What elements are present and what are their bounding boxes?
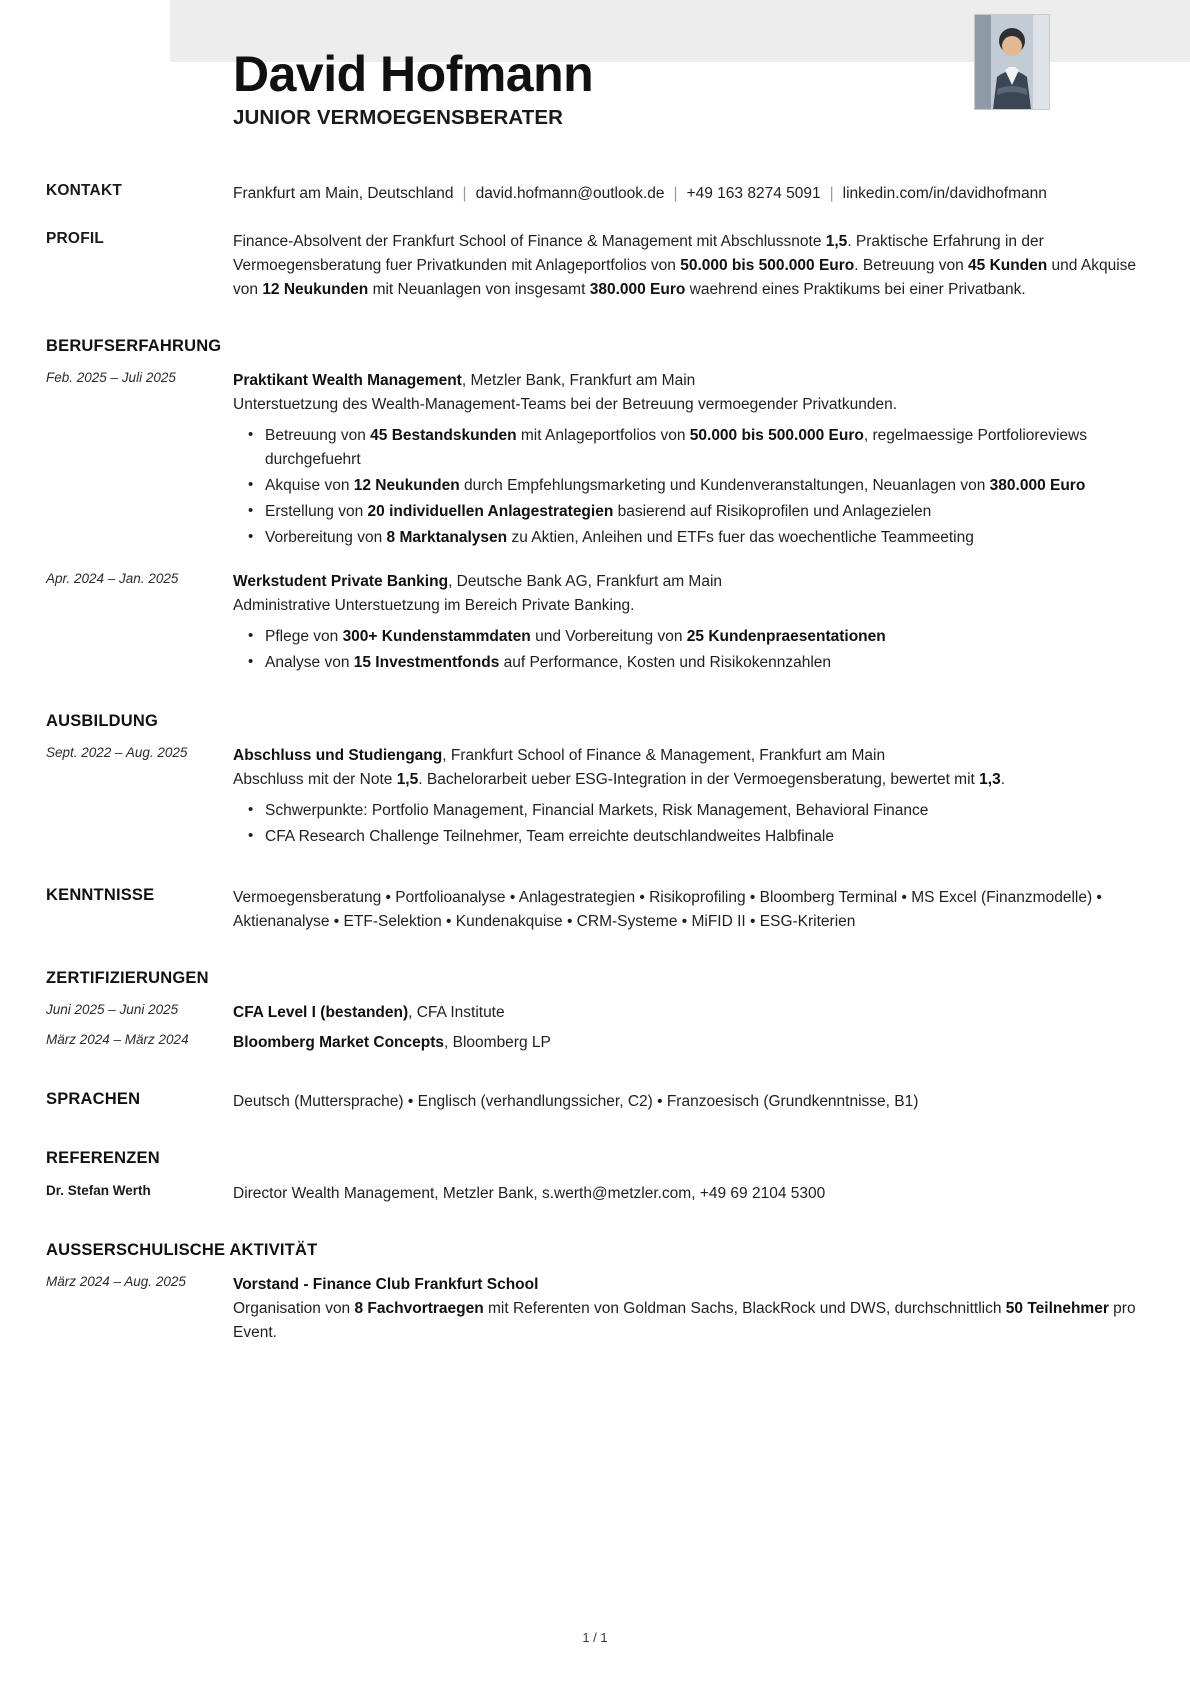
bullet-highlight: 25 Kundenpraesentationen [686, 628, 886, 646]
experience-company: , Metzler Bank, Frankfurt am Main [461, 372, 696, 390]
profil-text-part: und Akquise von [233, 257, 1137, 299]
berufserfahrung-head-row [46, 337, 1144, 356]
ausbildung-head-row [46, 712, 1144, 731]
referenzen-head-row [46, 1149, 1144, 1168]
experience-entry [46, 570, 1144, 677]
bullet-text-part: Analyse von [265, 654, 354, 672]
profil-clients: 45 Kunden [968, 257, 1048, 275]
activity-text-part: Organisation von [233, 1300, 355, 1318]
certification-entry [46, 1031, 1144, 1055]
experience-bullet-list [233, 625, 1144, 675]
education-body [233, 744, 1144, 851]
profil-text-part: mit Neuanlagen von insgesamt [368, 281, 590, 299]
certification-date: Juni 2025 – Juni 2025 [46, 1002, 179, 1018]
experience-summary: Administrative Unterstuetzung im Bereich Private Banking. [233, 597, 635, 615]
bullet-text-part: Vorbereitung von [265, 529, 387, 547]
contact-email[interactable]: david.hofmann@outlook.de [475, 185, 665, 202]
contact-separator-2: | [673, 185, 678, 202]
bullet-text-part: Pflege von [265, 628, 343, 646]
experience-date-col [46, 369, 233, 387]
sprachen-heading: SPRACHEN [46, 1090, 141, 1109]
resume-header [46, 0, 1144, 160]
experience-body [233, 570, 1144, 677]
certification-date: März 2024 – März 2024 [46, 1032, 189, 1048]
certification-issuer: , Bloomberg LP [444, 1034, 551, 1052]
list-item: • CFA Research Challenge Teilnehmer, Team erreichte deutschlandweites Halbfinale [265, 825, 1144, 849]
experience-company: , Deutsche Bank AG, Frankfurt am Main [448, 573, 723, 591]
profil-new-clients: 12 Neukunden [262, 281, 369, 299]
education-date-col [46, 744, 233, 762]
contact-location: Frankfurt am Main, Deutschland [233, 185, 454, 202]
certification-date-col [46, 1031, 233, 1049]
bullet-highlight: 380.000 Euro [989, 477, 1086, 495]
profil-body [233, 230, 1144, 302]
profil-text-part: Finance-Absolvent der Frankfurt School of Finance & Management mit Abschlussnote [233, 233, 826, 251]
bullet-highlight: 20 individuellen Anlagestrategien [367, 503, 614, 521]
bullet-highlight: 300+ Kundenstammdaten [342, 628, 531, 646]
bullet-text-part: durch Empfehlungsmarketing und Kundenveranstaltungen, Neuanlagen von [459, 477, 990, 495]
kenntnisse-text: Vermoegensberatung • Portfolioanalyse • Anlagestrategien • Risikoprofiling • Bloomberg Terminal • MS Excel (Finanzmodelle) • Aktienanalyse • ETF-Selektion • Kundenakquise • CRM-Systeme • MiFID II • ESG-Kriterien [233, 889, 1102, 931]
education-description [233, 768, 1144, 792]
activity-date-col [46, 1273, 233, 1291]
bullet-text-part: zu Aktien, Anleihen und ETFs fuer das woechentliche Teammeeting [507, 529, 974, 547]
contact-separator-3: | [829, 185, 834, 202]
experience-heading-line [233, 570, 1144, 594]
experience-date: Apr. 2024 – Jan. 2025 [46, 571, 179, 587]
reference-name: Dr. Stefan Werth [46, 1183, 151, 1199]
bullet-highlight: 50.000 bis 500.000 Euro [689, 427, 864, 445]
reference-entry [46, 1182, 1144, 1206]
profil-label: PROFIL [46, 230, 105, 248]
kontakt-label-col [46, 182, 233, 200]
activity-title-line [233, 1273, 1144, 1297]
certification-line [233, 1001, 1144, 1025]
bullet-text-part: Akquise von [265, 477, 354, 495]
activity-body [233, 1273, 1144, 1345]
list-item [265, 424, 1144, 472]
reference-body [233, 1182, 1144, 1206]
activity-entry [46, 1273, 1144, 1345]
list-item [265, 651, 1144, 675]
kontakt-label: KONTAKT [46, 182, 123, 199]
section-profil [46, 230, 1144, 302]
kenntnisse-label-col [46, 886, 233, 905]
profil-text [233, 230, 1144, 302]
experience-heading-line [233, 369, 1144, 393]
kenntnisse-heading: KENNTNISSE [46, 886, 155, 905]
section-referenzen [46, 1149, 1144, 1206]
bullet-text-part: und Vorbereitung von [530, 628, 687, 646]
activity-attendees: 50 Teilnehmer [1005, 1300, 1109, 1318]
education-entry [46, 744, 1144, 851]
activity-talks-count: 8 Fachvortraegen [354, 1300, 484, 1318]
certification-entry [46, 1001, 1144, 1025]
page-number: 1 / 1 [582, 1630, 608, 1645]
activity-date: März 2024 – Aug. 2025 [46, 1274, 186, 1290]
portrait-icon [975, 15, 1049, 109]
experience-role: Werkstudent Private Banking [233, 573, 449, 591]
job-title: JUNIOR VERMOEGENSBERATER [233, 106, 564, 129]
profil-grade: 1,5 [825, 233, 848, 251]
profil-text-part: . Praktische Erfahrung in der Vermoegensberatung fuer Privatkunden mit Anlageportfolios von [233, 233, 1044, 275]
certification-issuer: , CFA Institute [408, 1004, 505, 1022]
education-date: Sept. 2022 – Aug. 2025 [46, 745, 188, 761]
list-item [265, 500, 1144, 524]
contact-separator-1: | [462, 185, 467, 202]
bullet-highlight: 45 Bestandskunden [370, 427, 517, 445]
education-thesis-grade: 1,3 [979, 771, 1001, 789]
section-zertifizierungen [46, 969, 1144, 1055]
profil-new-assets: 380.000 Euro [589, 281, 686, 299]
section-aktivitaet [46, 1241, 1144, 1345]
profil-text-part: waehrend eines Praktikums bei einer Privatbank. [685, 281, 1026, 299]
list-item [265, 625, 1144, 649]
education-text-part: . Bachelorarbeit ueber ESG-Integration in der Vermoegensberatung, bewertet mit [418, 771, 980, 789]
reference-detail: Director Wealth Management, Metzler Bank, s.werth@metzler.com, +49 69 2104 5300 [233, 1185, 826, 1203]
education-text-part: Abschluss mit der Note [233, 771, 397, 789]
profil-label-col [46, 230, 233, 248]
activity-text-part: mit Referenten von Goldman Sachs, BlackRock und DWS, durchschnittlich [483, 1300, 1006, 1318]
bullet-text-part: Betreuung von [265, 427, 371, 445]
sprachen-body [233, 1090, 1144, 1114]
experience-role: Praktikant Wealth Management [233, 372, 462, 390]
section-kenntnisse [46, 886, 1144, 934]
bullet-text-part: basierend auf Risikoprofilen und Anlagezielen [613, 503, 932, 521]
activity-text-part: pro Event. [233, 1300, 1136, 1342]
berufserfahrung-heading: BERUFSERFAHRUNG [46, 337, 222, 356]
referenzen-label-col [46, 1149, 233, 1168]
experience-date: Feb. 2025 – Juli 2025 [46, 370, 176, 386]
experience-summary: Unterstuetzung des Wealth-Management-Teams bei der Betreuung vermoegender Privatkunden. [233, 396, 898, 414]
activity-description [233, 1297, 1144, 1345]
bullet-text-part: auf Performance, Kosten und Risikokennzahlen [499, 654, 832, 672]
profil-portfolio-range: 50.000 bis 500.000 Euro [680, 257, 855, 275]
education-school: , Frankfurt School of Finance & Management, Frankfurt am Main [442, 747, 886, 765]
aktivitaet-label-col [46, 1241, 366, 1260]
contact-line [233, 182, 1144, 206]
education-degree: Abschluss und Studiengang [233, 747, 443, 765]
experience-entry [46, 369, 1144, 552]
ausbildung-label-col [46, 712, 233, 731]
zertifizierungen-heading: ZERTIFIZIERUNGEN [46, 969, 209, 988]
list-item [265, 474, 1144, 498]
page-title: David Hofmann [233, 46, 594, 102]
education-text-part: . [1000, 771, 1006, 789]
kenntnisse-body [233, 886, 1144, 934]
list-item [265, 526, 1144, 550]
experience-bullet-list [233, 424, 1144, 550]
kontakt-body [233, 182, 1144, 206]
bullet-text-part: Erstellung von [265, 503, 368, 521]
certification-date-col [46, 1001, 233, 1019]
experience-body [233, 369, 1144, 552]
zertifizierungen-head-row [46, 969, 1144, 988]
education-bullet-list [233, 799, 1144, 849]
certification-body [233, 1031, 1144, 1055]
referenzen-heading: REFERENZEN [46, 1149, 160, 1168]
bullet-highlight: 12 Neukunden [353, 477, 460, 495]
education-grade: 1,5 [396, 771, 419, 789]
certification-title: Bloomberg Market Concepts [233, 1034, 445, 1052]
zertifizierungen-label-col [46, 969, 233, 988]
profil-text-part: . Betreuung von [854, 257, 969, 275]
bullet-text-part: mit Anlageportfolios von [516, 427, 690, 445]
certification-line [233, 1031, 1144, 1055]
reference-name-col [46, 1182, 233, 1200]
section-kontakt [46, 182, 1144, 206]
experience-date-col [46, 570, 233, 588]
sprachen-label-col [46, 1090, 233, 1109]
bullet-highlight: 8 Marktanalysen [386, 529, 508, 547]
bullet-text-part: , regelmaessige Portfolioreviews durchgefuehrt [265, 427, 1087, 469]
ausbildung-heading: AUSBILDUNG [46, 712, 158, 731]
activity-title: Vorstand - Finance Club Frankfurt School [233, 1276, 539, 1294]
section-ausbildung [46, 712, 1144, 851]
berufserfahrung-label-col [46, 337, 233, 356]
certification-title: CFA Level I (bestanden) [233, 1004, 409, 1022]
contact-phone[interactable]: +49 163 8274 5091 [686, 185, 821, 202]
bullet-highlight: 15 Investmentfonds [353, 654, 500, 672]
sprachen-text: Deutsch (Muttersprache) • Englisch (verhandlungssicher, C2) • Franzoesisch (Grundkenntnisse, B1) [233, 1093, 919, 1111]
aktivitaet-heading: AUSSERSCHULISCHE AKTIVITÄT [46, 1241, 318, 1260]
section-sprachen [46, 1090, 1144, 1114]
portrait-photo [974, 14, 1050, 110]
list-item: • Schwerpunkte: Portfolio Management, Financial Markets, Risk Management, Behavioral Finance [265, 799, 1144, 823]
certification-body [233, 1001, 1144, 1025]
contact-linkedin[interactable]: linkedin.com/in/davidhofmann [842, 185, 1047, 202]
page-footer [0, 1630, 1190, 1645]
aktivitaet-head-row [46, 1241, 1144, 1260]
section-berufserfahrung [46, 337, 1144, 677]
education-heading-line [233, 744, 1144, 768]
